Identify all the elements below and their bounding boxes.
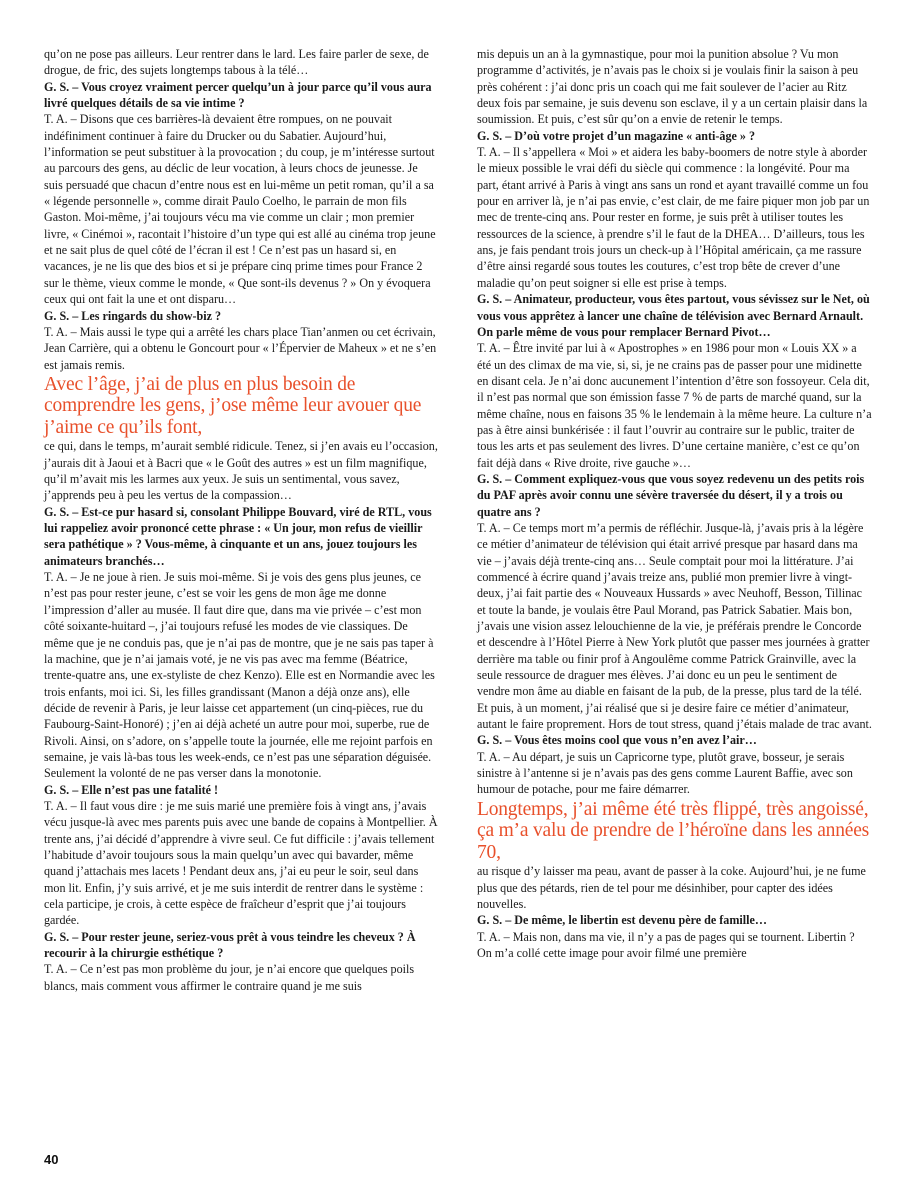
paragraph-answer: T. A. – Mais non, dans ma vie, il n’y a pas de pages qui se tournent. Libertin ? On m’a collé cette image pour avoir filmé une première xyxy=(477,929,855,961)
paragraph-answer: T. A. – Ce temps mort m’a permis de réfléchir. Jusque-là, j’avais pris à la légère ce métier d’animateur de télévision qui était arrivé presque par hasard dans ma vie – j’avais déjà trente-cinq ans… Seule comptait pour moi la littérature. J’ai commencé à écrire quand j’avais treize ans, publié mon premier livre à vingt-deux, j’ai fait partie des « Nouveaux Hussards » avec Neuhoff, Besson, Tillinac et toute la bande, je voulais être Paul Morand, pas Patrick Sabatier. Mais bon, j’avais une vision assez lelouchienne de la vie, je préférais prendre le Concorde et descendre à l’Hôtel Pierre à New York plutôt que passer mes journées à gratter derrière ma table ou finir prof à Angoulême comme Patrick Grainville, avec la seule ressource de draguer mes élèves. J’ai donc eu un peu le sentiment de vendre mon âme au diable en faisant de la pub, de la presse, plus tard de la télé. Et puis, à un moment, j’ai réalisé que si je desire faire ce métier d’animateur, autant le faire proprement. Hors de tout stress, quand j’étais malade de trac avant. xyxy=(477,520,872,732)
paragraph-answer: T. A. – Ce n’est pas mon problème du jour, je n’ai encore que quelques poils blancs, mais comment vous affirmer le contraire quand je me suis xyxy=(44,962,415,993)
paragraph-answer: T. A. – Il faut vous dire : je me suis marié une première fois à vingt ans, j’avais vécu jusque-là avec mes parents puis avec une bande de copains à Montpellier. À trente ans, j’ai décidé d’apprendre à vivre seul. Ce fut difficile : j’avais tellement l’habitude d’avoir toujours sous la main quelqu’un avec qui bavarder, même quand j’attachais mes lacets ! Pendant deux ans, j’ai eu peur le soir, seul dans mon lit. Enfin, j’y suis arrivé, et je me suis interdit de rentrer dans le système : cela participe, je crois, à cette espèce de fraîcheur d’esprit que j’ai toujours gardée. xyxy=(44,798,438,928)
paragraph-answer: T. A. – Être invité par lui à « Apostrophes » en 1986 pour mon « Louis XX » a été un des climax de ma vie, si, si, je ne crains pas de passer pour une midinette en disant cela. Je n’ai donc aucunement l’intention d’être son fossoyeur. Cela dit, il n’est pas normal que son émission fasse 7 % de parts de marché quand, sur la même chaîne, nous en faisons 35 % le lendemain à la même heure. La culture n’a pas à être ainsi bunkérisée : il faut l’ouvrir au contraire sur le public, traiter de tous les arts et pas seulement des livres. D’une certaine manière, c’est ce qu’on fait déjà dans « Rive droite, rive gauche »… xyxy=(477,341,872,470)
paragraph-answer: T. A. – Mais aussi le type qui a arrêté les chars place Tian’anmen ou cet écrivain, Jean Carrière, qui a obtenu le Goncourt pour « l’Épervier de Maheux » et ne s’en est jamais remis. xyxy=(44,324,437,372)
paragraph-answer: mis depuis un an à la gymnastique, pour moi la punition absolue ? Vu mon programme d’activités, je n’avais pas le choix si je voulais finir la saison à peu près cohérent : j’ai donc pris un coach qui me fait soulever de l’acier au Ritz deux fois par semaine, je suis devenu son esclave, il y a un certain plaisir dans la soumission. Et puis, c’est sûr qu’on a envie de retenir le temps. xyxy=(477,47,868,127)
article-columns xyxy=(44,46,872,1141)
paragraph-question: G. S. – Elle n’est pas une fatalité ! xyxy=(44,782,219,797)
paragraph-answer: T. A. – Il s’appellera « Moi » et aidera les baby-boomers de notre style à aborder le mieux possible le vrai défi du siècle qui commence : la longévité. Pour ma part, étant arrivé à Paris à vingt ans sans un rond et ayant travaillé comme un fou pour en arriver là, je n’ai pas envie, c’est clair, de me faire piquer mon job par un mec de trente-cinq ans. Pour rester en forme, je suis prêt à utiliser toutes les ressources de la science, à prendre s’il le faut de la DHEA… D’ailleurs, tous les ans, je fais pendant trois jours un check-up à l’Hôpital américain, ça me rassure d’être ainsi regardé sous toutes les coutures, c’est trop bête de crever d’une maladie qu’on peut soigner si elle est prise à temps. xyxy=(477,145,870,290)
paragraph-answer: ce qui, dans le temps, m’aurait semblé ridicule. Tenez, si j’en avais eu l’occasion, j’aurais dit à Jaoui et à Bacri que « le Goût des autres » est un film magnifique, qu’il m’avait mis les larmes aux yeux. Je suis un sentimental, vous savez, j’apprends peu à peu les vertus de la compassion… xyxy=(44,439,438,503)
paragraph-question: G. S. – Animateur, producteur, vous êtes partout, vous sévissez sur le Net, où vous vous apprêtez à lancer une chaîne de télévision avec Bernard Arnault. On parle même de vous pour remplacer Bernard Pivot… xyxy=(477,292,870,339)
right-column xyxy=(477,46,872,1141)
paragraph-question: G. S. – De même, le libertin est devenu père de famille… xyxy=(477,913,767,928)
paragraph-answer: T. A. – Disons que ces barrières-là devaient être rompues, on ne pouvait indéfiniment continuer à faire du Drucker ou du Sabatier. Aujourd’hui, l’information se peut substituer à la provocation ; du coup, je m’intéresse surtout au parcours des gens, au déclic de leur vocation, à leurs chocs de jeunesse. Je suis persuadé que chacun d’entre nous est en lui-même un petit roman, qu’il a sa « légende personnelle », comme dirait Paulo Coelho, le parrain de mon fils Gaston. Moi-même, j’ai toujours vécu ma vie comme un clair ; mon premier livre, « Cinémoi », racontait l’histoire d’un type qui est allé au cinéma trop jeune et ne sait plus de quel côté de l’écran il est ! Ce n’est pas un hasard si, en vacances, je ne lis que des bios et si je prépare cinq prime times pour France 2 sur le thème, vieux comme le monde, « Que sont-ils devenus ? » On y évoquera ceux qui ont fait la une et ont disparu… xyxy=(44,112,436,307)
pull-quote: Avec l’âge, j’ai de plus en plus besoin de comprendre les gens, j’ose même leur avouer que j’aime ce qu’ils font, xyxy=(44,373,422,438)
left-column xyxy=(44,46,439,1141)
paragraph-question: G. S. – D’où votre projet d’un magazine « anti-âge » ? xyxy=(477,128,756,143)
paragraph-question: G. S. – Les ringards du show-biz ? xyxy=(44,308,222,323)
paragraph-answer: qu’on ne pose pas ailleurs. Leur rentrer dans le lard. Les faire parler de sexe, de drogue, de fric, des sujets longtemps tabous à la télé… xyxy=(44,47,429,78)
paragraph-question: G. S. – Comment expliquez-vous que vous soyez redevenu un des petits rois du PAF après avoir connu une sévère traversée du désert, il y a trois ou quatre ans ? xyxy=(477,471,865,519)
paragraph-question: G. S. – Est-ce pur hasard si, consolant Philippe Bouvard, viré de RTL, vous lui rappeliez avoir prononcé cette phrase : « Un jour, mon refus de vieillir sera pathétique » ? Vous-même, à cinquante et un ans, jouez toujours les animateurs branchés… xyxy=(44,504,432,568)
paragraph-answer: T. A. – Au départ, je suis un Capricorne type, plutôt grave, bosseur, je serais sinistre à l’antenne si je n’avais pas des gens comme Laurent Baffie, avec son humour de potache, pour me faire démarrer. xyxy=(477,749,853,797)
paragraph-question: G. S. – Vous croyez vraiment percer quelqu’un à jour parce qu’il vous aura livré quelques détails de sa vie intime ? xyxy=(44,79,432,111)
paragraph-question: G. S. – Vous êtes moins cool que vous n’en avez l’air… xyxy=(477,733,757,748)
paragraph-answer: T. A. – Je ne joue à rien. Je suis moi-même. Si je vois des gens plus jeunes, ce n’est pas pour rester jeune, c’est se voir les gens de mon âge me donne l’impression d’aller au musée. Il faut dire que, dans ma vie privée – c’est mon côté soixante-huitard –, j’ai toujours refusé les modes de vie classiques. De même que je ne conduis pas, que je n’ai pas de montre, que je ne sais pas taper à la machine, que je n’ai jamais voté, je ne vis pas avec ma femme (Béatrice, trente-quatre ans, une ex-styliste de chez Kenzo). Elle est en Normandie avec les trois enfants, moi ici. Si, les filles grandissant (Manon a déjà onze ans), elle décide de revenir à Paris, je leur laisse cet appartement (un cinq-pièces, rue du Faubourg-Saint-Honoré) ; j’en ai déjà acheté un autre pour moi, superbe, rue de Rivoli. Ainsi, on s’adore, on s’appelle toute la journée, elle me rejoint parfois en semaine, je vais là-bas tous les week-ends, ce n’est pas une séparation déguisée. Seulement la volonté de ne pas verser dans la monotonie. xyxy=(44,570,435,781)
paragraph-question: G. S. – Pour rester jeune, seriez-vous prêt à vous teindre les cheveux ? À recourir à la chirurgie esthétique ? xyxy=(44,929,416,961)
pull-quote: Longtemps, j’ai même été très flippé, très angoissé, ça m’a valu de prendre de l’héroïne dans les années 70, xyxy=(477,798,870,863)
page-number: 40 xyxy=(44,1152,59,1167)
paragraph-answer: au risque d’y laisser ma peau, avant de passer à la coke. Aujourd’hui, je ne fume plus que des pétards, rien de tel pour me désinhiber, pour capter des idées nouvelles. xyxy=(477,864,866,911)
